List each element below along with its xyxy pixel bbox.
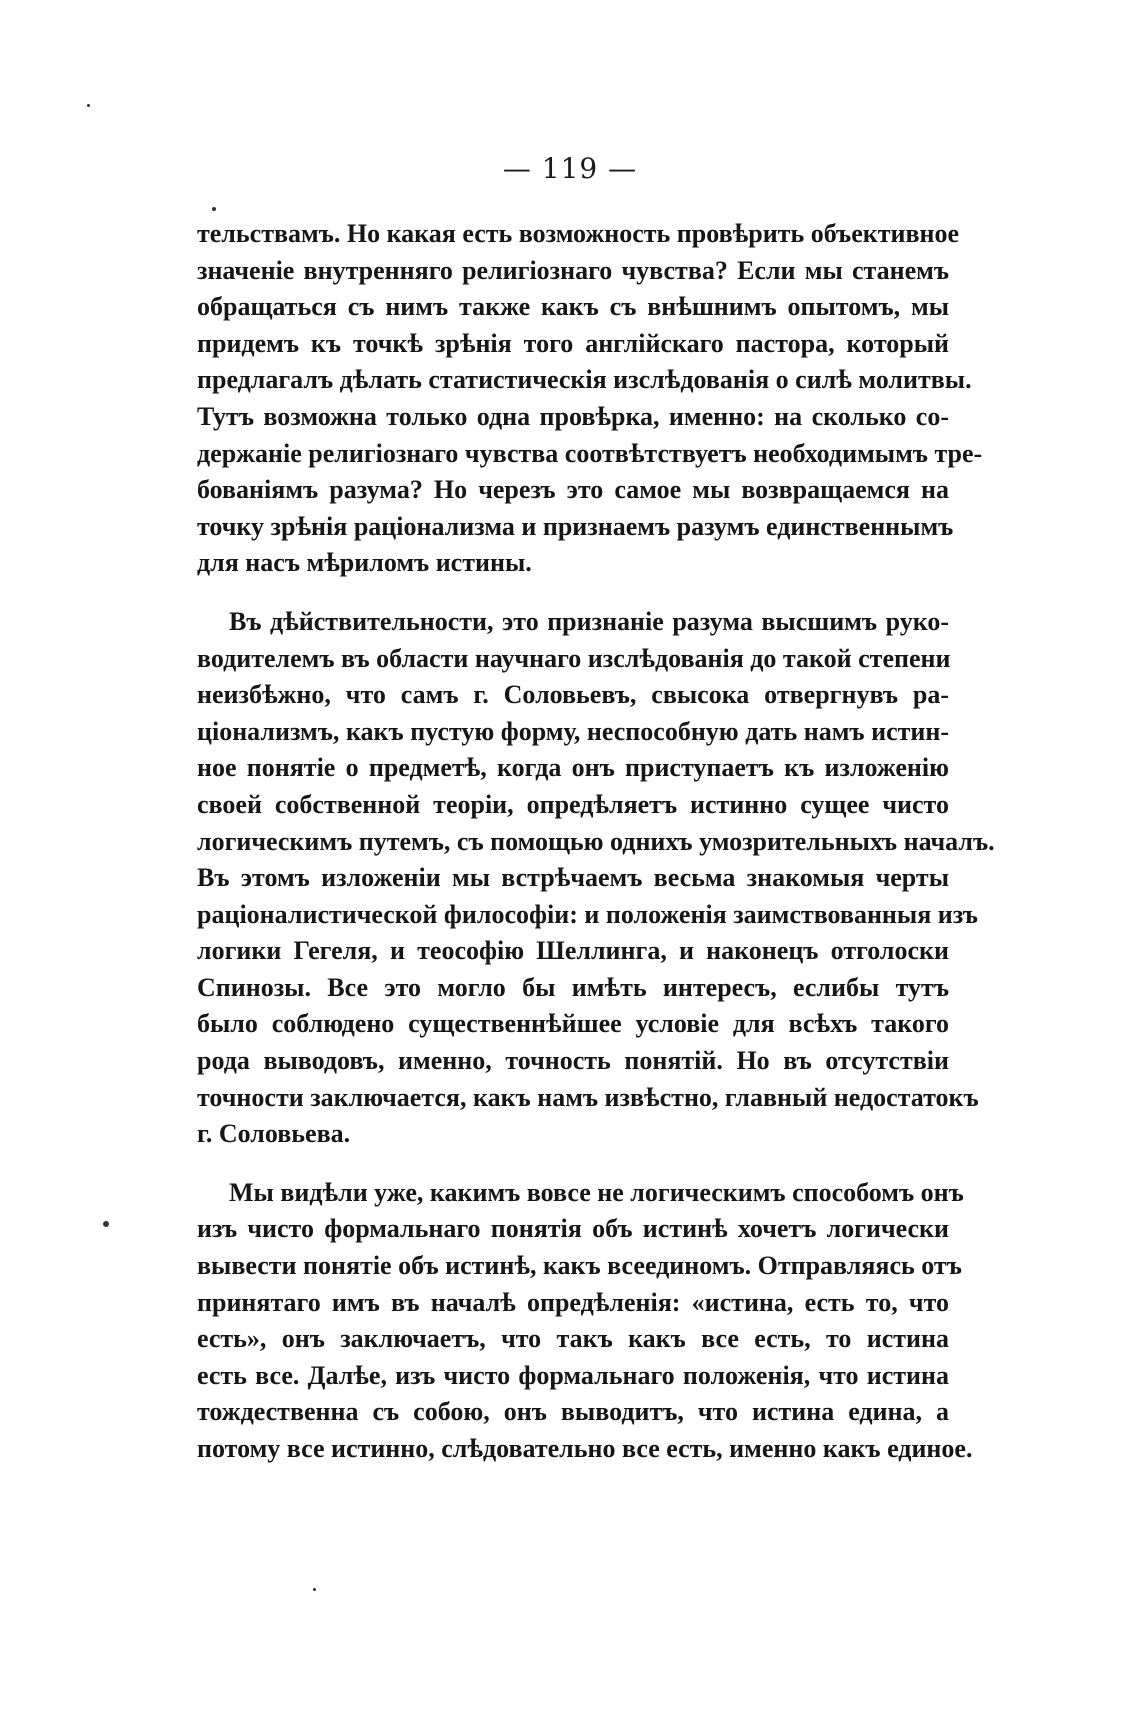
print-speck [103,1221,109,1227]
text-line: изъ чисто формальнаго понятія объ истинѣ хочетъ логически [197,1214,949,1244]
text-line: точности заключается, какъ намъ извѣстно, главный недостатокъ [197,1082,979,1112]
body-text [197,216,995,1468]
paragraph-gap [197,1153,949,1175]
print-speck [313,1588,316,1591]
text-line: было соблюдено существеннѣйшее условіе для всѣхъ такого [197,1009,949,1039]
text-line: тельствамъ. Но какая есть возможность провѣрить объективное [197,219,960,248]
text-line: вывести понятіе объ истинѣ, какъ всеединомъ. Отправляясь отъ [197,1251,962,1281]
text-line: держаніе религіознаго чувства соотвѣтствуетъ необходимымъ тре- [197,438,983,468]
text-line: Тутъ возможна только одна провѣрка, именно: на сколько со- [197,401,949,431]
text-line: для насъ мѣриломъ истины. [197,548,532,578]
text-line: Въ дѣйствительности, это признаніе разума высшимъ руко- [229,606,949,636]
text-line: Въ этомъ изложеніи мы встрѣчаемъ весьма знакомыя черты [197,863,949,893]
paragraph-gap [197,582,949,604]
text-line: ное понятіе о предметѣ, когда онъ приступаетъ къ изложенію [197,753,949,783]
text-line: точку зрѣнія раціонализма и признаемъ разумъ единственнымъ [197,511,954,541]
text-line: значеніе внутренняго религіознаго чувства? Если мы станемъ [197,255,949,285]
print-speck [212,207,216,211]
text-line: водителемъ въ области научнаго изслѣдованія до такой степени [197,643,951,673]
text-line: потому все истинно, слѣдовательно все есть, именно какъ единое. [197,1434,973,1463]
text-line: обращаться съ нимъ также какъ съ внѣшнимъ опытомъ, мы [197,292,949,322]
page-number: — 119 — [502,152,638,185]
text-line: придемъ къ точкѣ зрѣнія того англійскаго пастора, который [197,328,949,358]
text-line: г. Соловьева. [197,1119,351,1149]
text-line: своей собственной теоріи, опредѣляетъ истинно сущее чисто [197,789,949,819]
text-line: рода выводовъ, именно, точность понятій. Но въ отсутствіи [197,1046,949,1076]
text-line: предлагалъ дѣлать статистическія изслѣдованія о силѣ молитвы. [197,365,972,395]
text-line: Мы видѣли уже, какимъ вовсе не логическимъ способомъ онъ [229,1177,964,1207]
text-line: есть все. Далѣе, изъ чисто формальнаго положенія, что истина [197,1360,949,1390]
paragraph [197,1175,973,1468]
text-line: есть», онъ заключаетъ, что такъ какъ все есть, то истина [197,1324,949,1354]
print-speck [87,104,90,107]
text-line: логическимъ путемъ, съ помощью однихъ умозрительныхъ началъ. [197,826,995,856]
text-line: принятаго имъ въ началѣ опредѣленія: «истина, есть то, что [197,1287,949,1317]
text-line: ціонализмъ, какъ пустую форму, неспособную дать намъ истин- [197,716,949,746]
text-line: логики Гегеля, и теософію Шеллинга, и наконецъ отголоски [197,936,949,966]
text-line: неизбѣжно, что самъ г. Соловьевъ, свысока отвергнувъ ра- [197,680,949,710]
text-line: Спинозы. Все это могло бы имѣть интересъ, еслибы тутъ [197,972,949,1002]
text-line: бованіямъ разума? Но черезъ это самое мы возвращаемся на [197,475,949,505]
paragraph [197,604,995,1153]
text-line: раціоналистической философіи: и положенія заимствованныя изъ [197,899,978,929]
text-line: тождественна съ собою, онъ выводитъ, что истина едина, а [197,1397,949,1427]
paragraph [197,216,983,582]
